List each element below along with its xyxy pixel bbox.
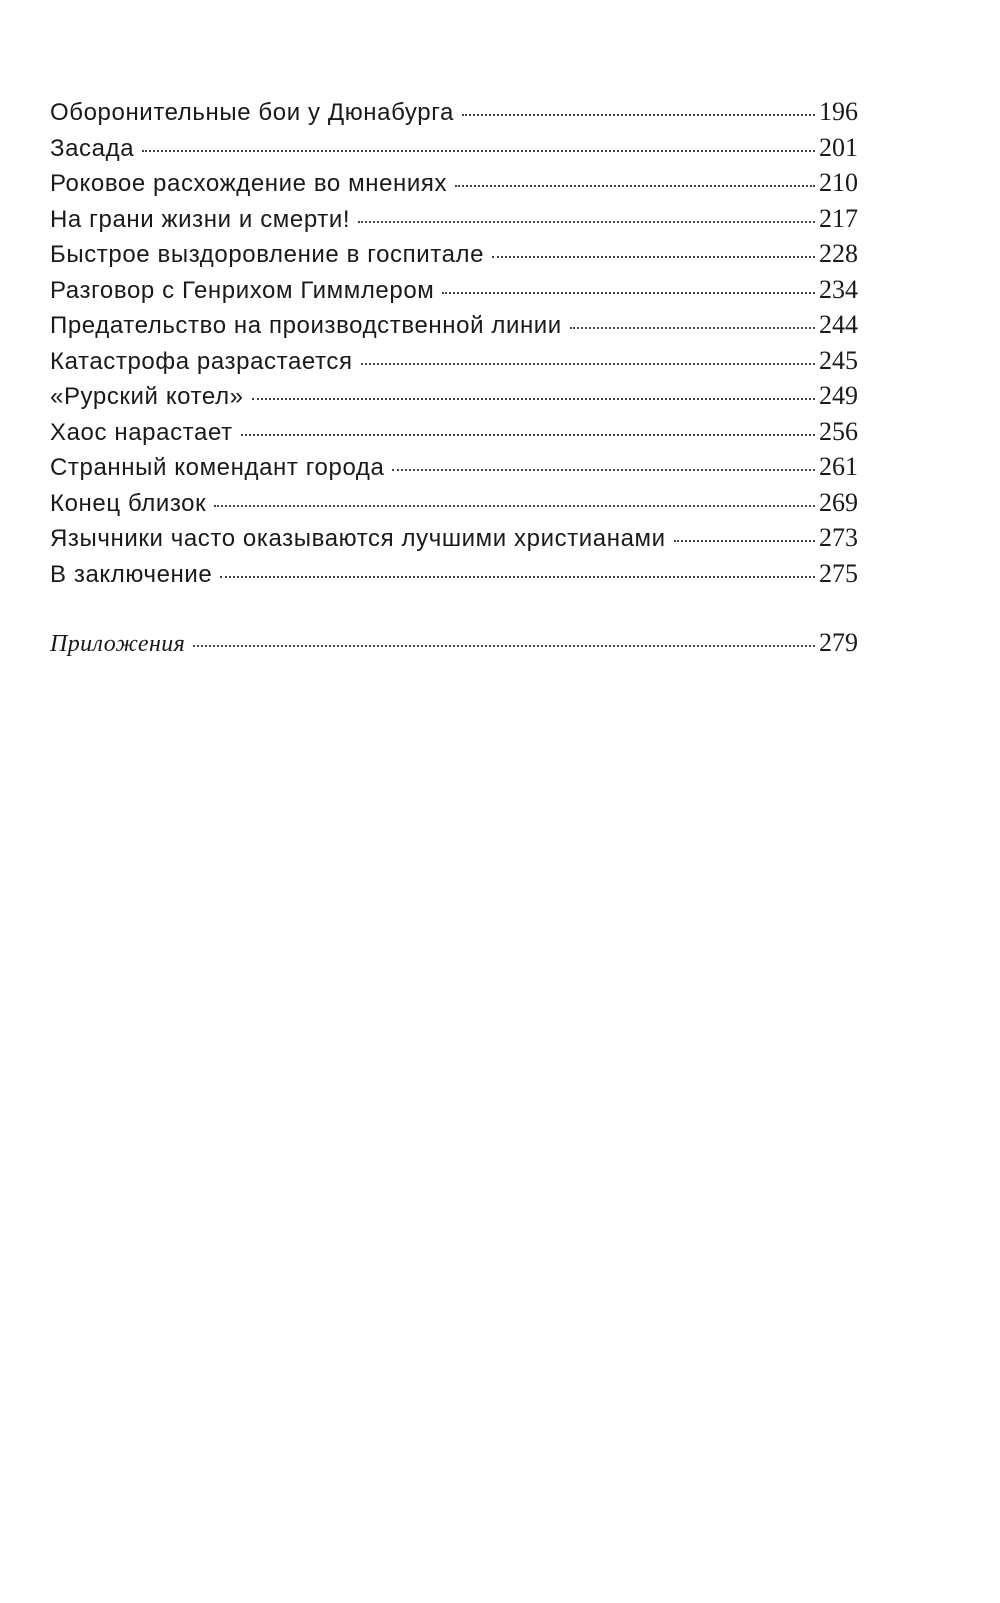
dot-leader (442, 288, 815, 294)
toc-entry-title: На грани жизни и смерти! (50, 205, 351, 233)
toc-entry-page: 228 (819, 239, 858, 268)
dot-leader (252, 394, 815, 400)
toc-entry[interactable] (50, 343, 858, 379)
toc-entry[interactable] (50, 165, 858, 201)
dot-leader (358, 217, 815, 223)
dot-leader (193, 641, 815, 647)
toc-entry-title: Катастрофа разрастается (50, 347, 353, 375)
dot-leader (142, 146, 815, 152)
toc-entry-page: 201 (819, 132, 858, 162)
dot-leader (492, 252, 815, 258)
toc-entry[interactable] (50, 485, 858, 521)
toc-entry[interactable] (50, 520, 858, 556)
dot-leader (462, 110, 815, 116)
dot-leader (570, 323, 815, 329)
dot-leader (361, 359, 815, 365)
toc-entry-page: 273 (819, 523, 858, 552)
toc-entry-title: Оборонительные бои у Дюнабурга (50, 99, 454, 126)
toc-appendix-entry[interactable] (50, 625, 858, 661)
dot-leader (674, 536, 815, 542)
toc-entry[interactable] (50, 556, 858, 592)
toc-entry-title: Конец близок (50, 489, 207, 517)
toc-entry[interactable] (50, 236, 858, 272)
toc-entry-title: Засада (50, 134, 135, 162)
toc-entry[interactable] (50, 449, 858, 485)
dot-leader (241, 430, 815, 436)
toc-entry-title: Язычники часто оказываются лучшими христианами (50, 525, 666, 552)
dot-leader (455, 181, 815, 187)
toc-entry-page: 217 (819, 203, 858, 233)
toc-entry[interactable] (50, 201, 858, 237)
toc-entry[interactable] (50, 130, 858, 166)
toc-entry-title: Хаос нарастает (50, 418, 233, 446)
toc-entry-page: 244 (819, 310, 858, 339)
toc-appendix-page: 279 (819, 628, 858, 657)
toc-entry-page: 275 (819, 558, 858, 588)
toc-entry[interactable] (50, 94, 858, 130)
toc-entry-page: 245 (819, 345, 858, 375)
table-of-contents (50, 94, 858, 661)
toc-entry-title: Быстрое выздоровление в госпитале (50, 241, 485, 268)
toc-entry-title: Странный комендант города (50, 454, 385, 481)
toc-entry-title: Предательство на производственной линии (50, 312, 562, 339)
toc-entry-page: 210 (819, 168, 858, 197)
toc-entry-title: Роковое расхождение во мнениях (50, 170, 448, 197)
toc-entry-page: 256 (819, 416, 858, 446)
toc-entry-page: 261 (819, 452, 858, 481)
toc-entry-page: 234 (819, 274, 858, 304)
toc-entry[interactable] (50, 378, 858, 414)
toc-entry-title: «Рурский котел» (50, 383, 244, 410)
toc-appendix-title: Приложения (50, 631, 186, 657)
toc-entry-page: 196 (819, 97, 858, 126)
dot-leader (214, 501, 815, 507)
toc-entry-title: В заключение (50, 560, 213, 588)
toc-entry[interactable] (50, 272, 858, 308)
toc-entry-page: 249 (819, 381, 858, 410)
toc-entry[interactable] (50, 414, 858, 450)
toc-entry-title: Разговор с Генрихом Гиммлером (50, 276, 435, 304)
toc-entry-page: 269 (819, 487, 858, 517)
dot-leader (392, 465, 815, 471)
dot-leader (220, 572, 815, 578)
toc-entry[interactable] (50, 307, 858, 343)
